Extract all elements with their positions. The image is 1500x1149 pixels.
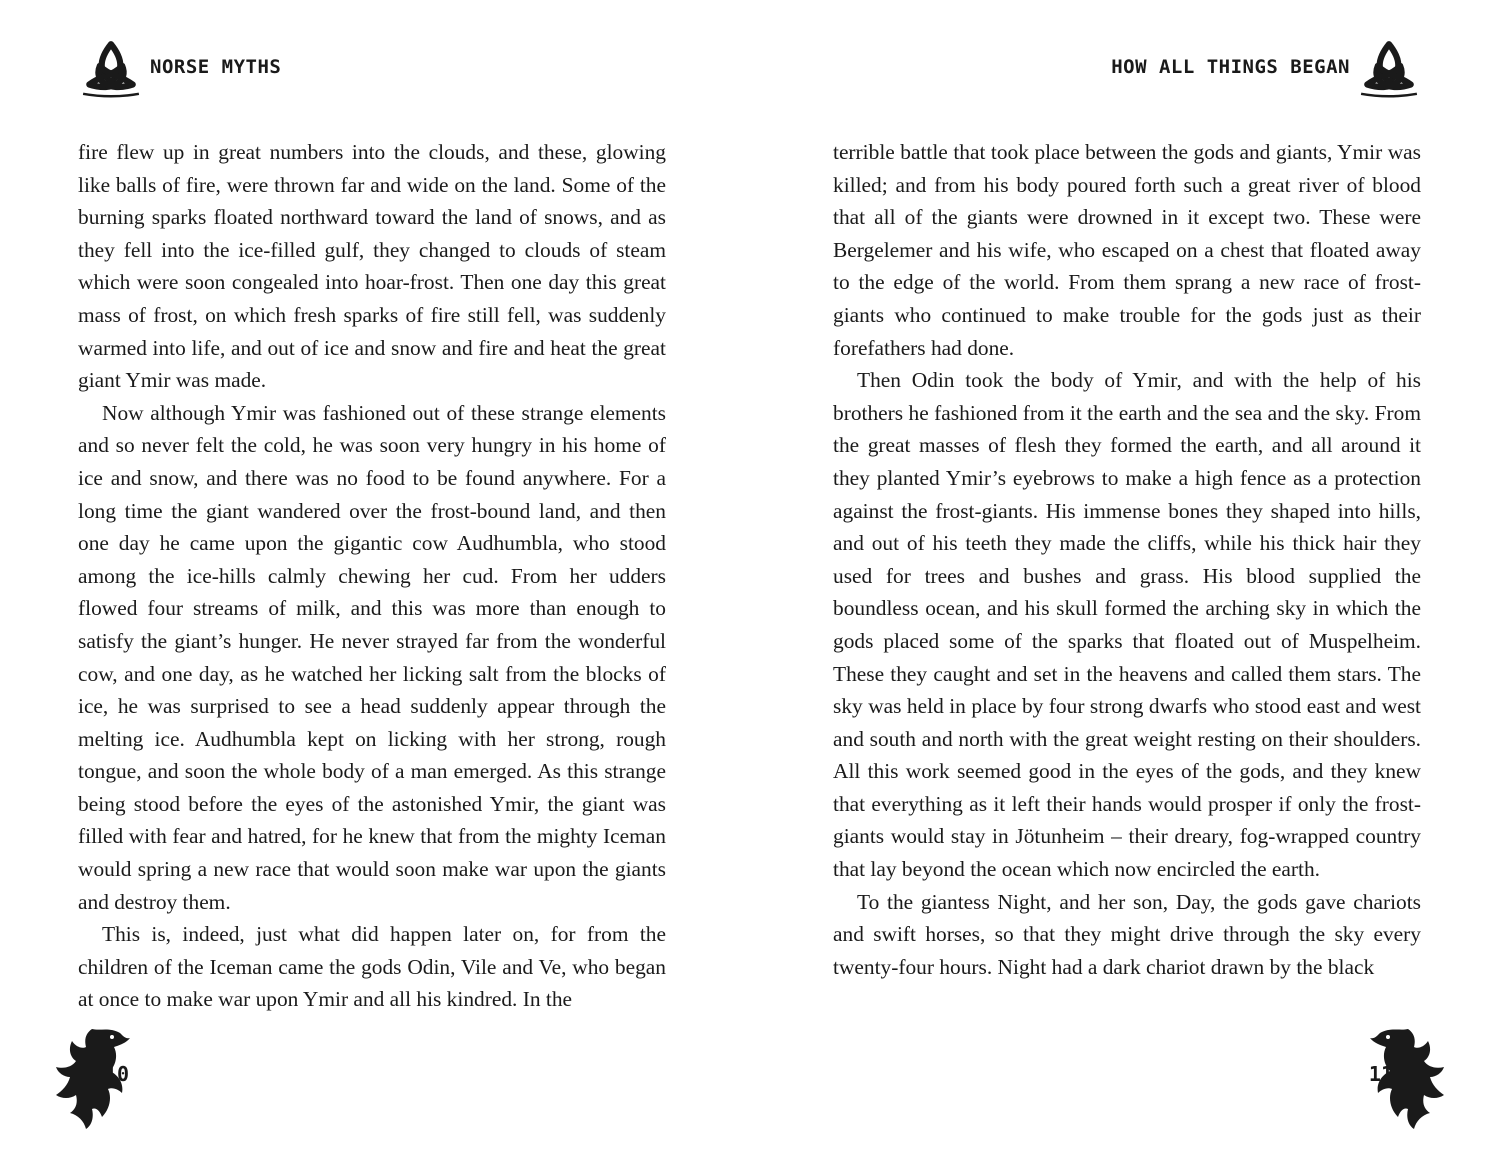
body-text-left: [78, 136, 666, 1016]
right-page: [750, 0, 1500, 1149]
paragraph: Now although Ymir was fashioned out of these strange elements and so never felt the cold, he was soon very hungry in his home of ice and snow, and there was no food to be found anywhere. For a long time the giant wandered over the frost-bound land, and then one day he came upon the gigantic cow Audhumbla, who stood among the ice-hills calmly chewing her cud. From her udders flowed four streams of milk, and this was more than enough to satisfy the giant’s hunger. He never strayed far from the wonderful cow, and one day, as he watched her licking salt from the blocks of ice, he was surprised to see a head suddenly appear through the melting ice. Audhumbla kept on licking with her strong, rough tongue, and soon the whole body of a man emerged. As this strange being stood before the eyes of the astonished Ymir, the giant was filled with fear and hatred, for he knew that from the mighty Iceman would spring a new race that would soon make war upon the giants and destroy them.: [78, 400, 666, 914]
paragraph: terrible battle that took place between the gods and giants, Ymir was killed; and from his body poured forth such a great river of blood that all of the giants were drowned in it except two. These were Bergelemer and his wife, who escaped on a chest that floated away to the edge of the world. From them sprang a new race of frost-giants who continued to make trouble for the gods just as their forefathers had done.: [833, 140, 1421, 360]
body-text-right: [833, 136, 1421, 983]
running-head-left: NORSE MYTHS: [150, 56, 282, 78]
triquetra-icon: [80, 38, 142, 100]
page-number-right: 11: [1368, 1062, 1393, 1086]
paragraph: To the giantess Night, and her son, Day, the gods gave chariots and swift horses, so that they might drive through the sky every twenty-four hours. Night had a dark chariot drawn by the black: [833, 889, 1421, 979]
paragraph: fire flew up in great numbers into the clouds, and these, glowing like balls of fire, were thrown far and wide on the land. Some of the burning sparks floated northward toward the land of snows, and as they fell into the ice-filled gulf, they changed to clouds of steam which were soon congealed into hoar-frost. Then one day this great mass of frost, on which fresh sparks of fire still fell, was suddenly warmed into life, and out of ice and snow and fire and heat the great giant Ymir was made.: [78, 140, 666, 393]
running-head-right: HOW ALL THINGS BEGAN: [1111, 56, 1350, 78]
triquetra-icon: [1358, 38, 1420, 100]
page-number-left: 10: [105, 1062, 130, 1086]
paragraph: Then Odin took the body of Ymir, and with the help of his brothers he fashioned from it the earth and the sea and the sky. From the great masses of flesh they formed the earth, and all around it they planted Ymir’s eyebrows to make a high fence as a protection against the frost-giants. His immense bones they shaped into hills, and out of his teeth they made the cliffs, while his thick hair they used for trees and bushes and grass. His blood supplied the boundless ocean, and his skull formed the arching sky in which the gods placed some of the sparks that floated out of Muspelheim. These they caught and set in the heavens and called them stars. The sky was held in place by four strong dwarfs who stood east and west and south and north with the great weight resting on their shoulders. All this work seemed good in the eyes of the gods, and they knew that everything as it left their hands would prosper if only the frost-giants would stay in Jötunheim – their dreary, fog-wrapped country that lay beyond the ocean which now encircled the earth.: [833, 368, 1421, 882]
paragraph: This is, indeed, just what did happen later on, for from the children of the Iceman came the gods Odin, Vile and Ve, who began at once to make war upon Ymir and all his kindred. In the: [78, 922, 666, 1012]
